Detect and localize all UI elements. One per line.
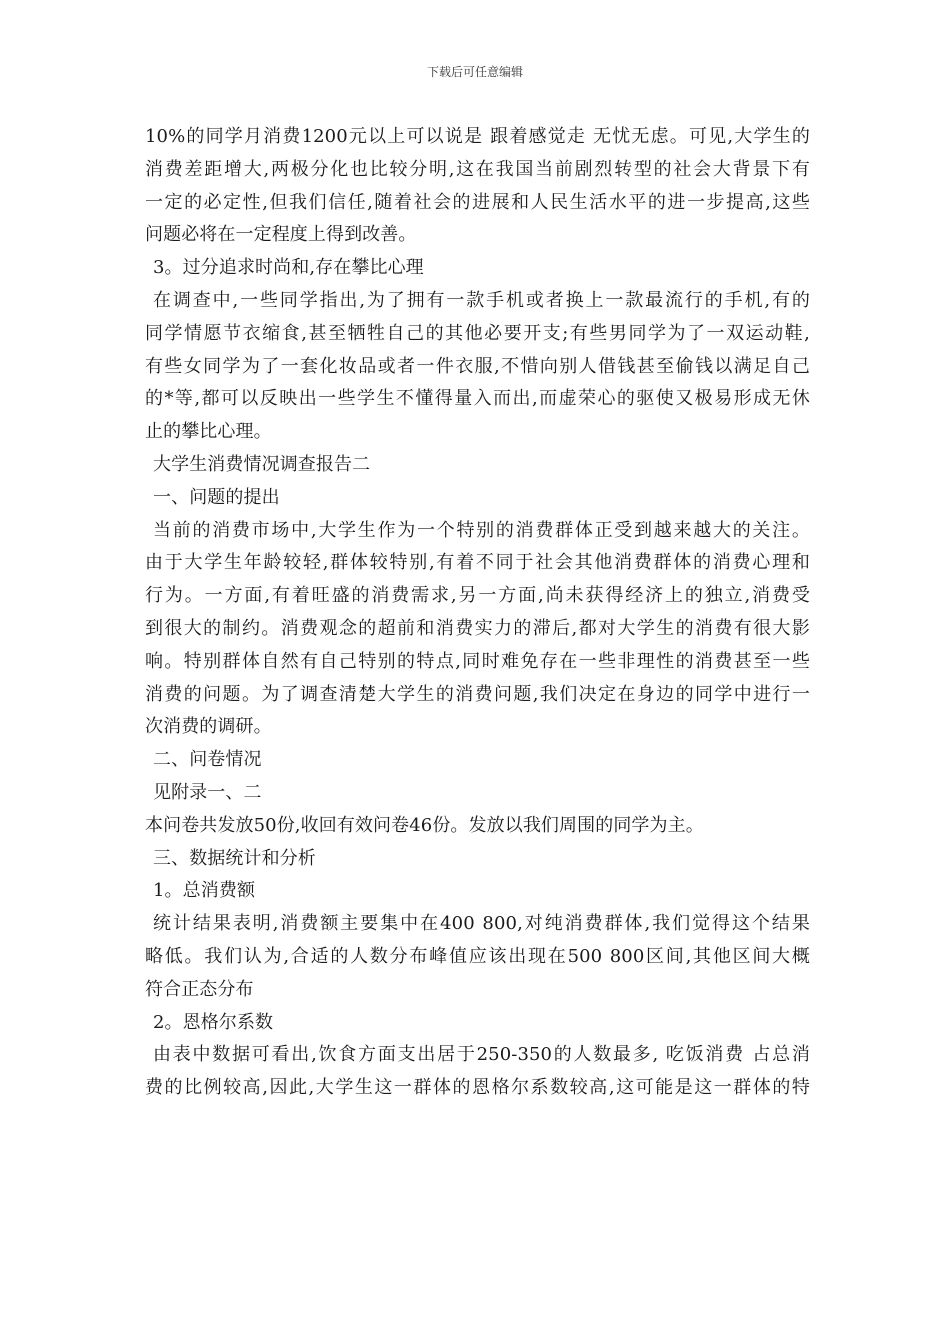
text-line: 符合正态分布	[145, 978, 254, 1000]
text-line: 到很大的制约。消费观念的超前和消费实力的滞后,都对大学生的消费有很大影	[145, 617, 810, 639]
text-line: 有些女同学为了一套化妆品或者一件衣服,不惜向别人借钱甚至偷钱以满足自己	[145, 355, 810, 377]
text-line: 消费的问题。为了调查清楚大学生的消费问题,我们决定在身边的同学中进行一	[145, 683, 810, 705]
text-line: 次消费的调研。	[145, 716, 272, 738]
text-line: 由于大学生年龄较轻,群体较特别,有着不同于社会其他消费群体的消费心理和	[145, 552, 810, 574]
text-line: 同学情愿节衣缩食,甚至牺牲自己的其他必要开支;有些男同学为了一双运动鞋,	[145, 322, 810, 344]
text-line: 费的比例较高,因此,大学生这一群体的恩格尔系数较高,这可能是这一群体的特	[145, 1077, 810, 1099]
section-heading: 二、问卷情况	[153, 749, 262, 771]
text-line: 的*等,都可以反映出一些学生不懂得量入而出,而虚荣心的驱使又极易形成无休	[145, 388, 810, 410]
text-line: 本问卷共发放50份,收回有效问卷46份。发放以我们周围的同学为主。	[145, 814, 704, 836]
text-line: 统计结果表明,消费额主要集中在400 800,对纯消费群体,我们觉得这个结果	[153, 913, 810, 935]
text-line: 当前的消费市场中,大学生作为一个特别的消费群体正受到越来越大的关注。	[153, 519, 810, 541]
text-line: 问题必将在一定程度上得到改善。	[145, 224, 417, 246]
text-line: 响。特别群体自然有自己特别的特点,同时难免存在一些非理性的消费甚至一些	[145, 650, 810, 672]
text-line: 一定的必定性,但我们信任,随着社会的进展和人民生活水平的进一步提高,这些	[145, 191, 810, 213]
section-heading: 一、问题的提出	[153, 486, 280, 508]
text-line: 略低。我们认为,合适的人数分布峰值应该出现在500 800区间,其他区间大概	[145, 945, 810, 967]
section-heading: 三、数据统计和分析	[153, 847, 316, 869]
text-line: 止的攀比心理。	[145, 421, 272, 443]
section-heading: 3。过分追求时尚和,存在攀比心理	[153, 257, 424, 279]
page-header: 下载后可任意编辑	[426, 65, 523, 79]
text-line: 见附录一、二	[153, 781, 262, 803]
text-line: 消费差距增大,两极分化也比较分明,这在我国当前剧烈转型的社会大背景下有	[145, 158, 810, 180]
text-line: 行为。一方面,有着旺盛的消费需求,另一方面,尚未获得经济上的独立,消费受	[145, 585, 810, 607]
document-body	[145, 121, 810, 1105]
subsection-heading: 1。总消费额	[153, 880, 256, 902]
subsection-heading: 2。恩格尔系数	[153, 1011, 274, 1033]
report-title: 大学生消费情况调查报告二	[153, 453, 371, 475]
text-line: 10%的同学月消费1200元以上可以说是 跟着感觉走 无忧无虑。可见,大学生的	[145, 126, 810, 147]
text-line: 在调查中,一些同学指出,为了拥有一款手机或者换上一款最流行的手机,有的	[153, 289, 810, 311]
text-line: 由表中数据可看出,饮食方面支出居于250-350的人数最多, 吃饭消费 占总消	[153, 1044, 810, 1066]
